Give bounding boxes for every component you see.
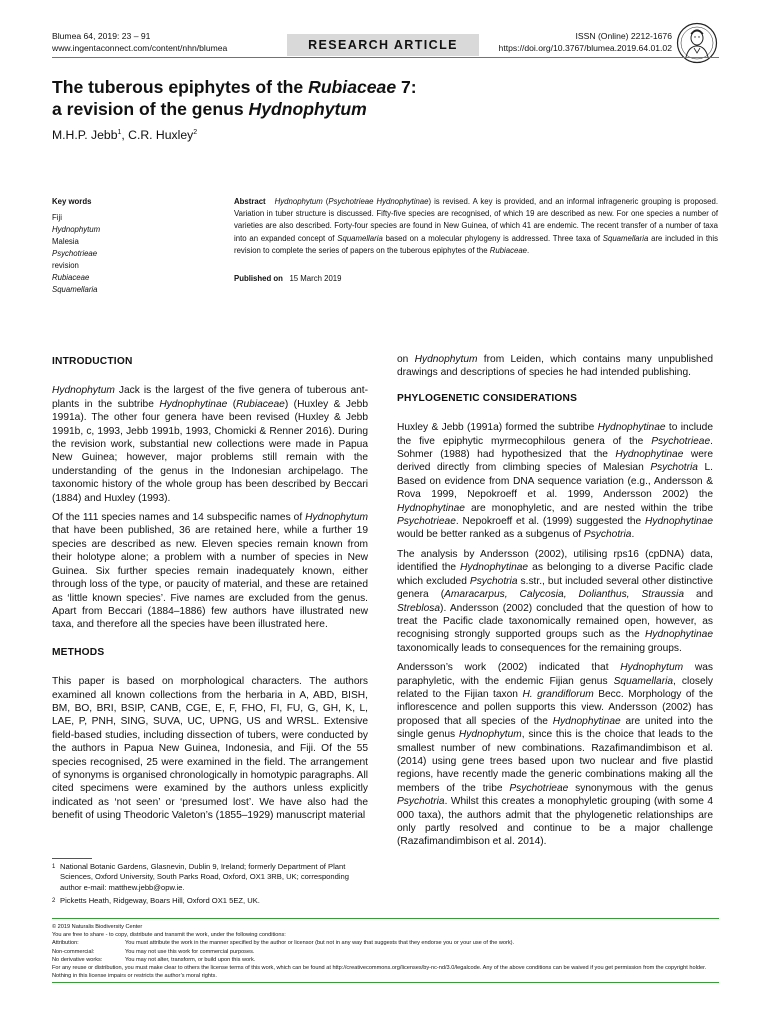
text-run: are monophyletic, and are nested within the tribe: [464, 502, 713, 514]
journal-url-link[interactable]: www.ingentaconnect.com/content/nhn/blumea: [52, 43, 228, 53]
text-run: from Leiden, which contains many unpublished drawings and descriptions of species he had intended publishing.: [397, 354, 713, 379]
text-run: . Sohmer (1988) had hypothesized that the: [397, 435, 713, 461]
text-run: (: [227, 398, 237, 410]
italic-run: Hydnophytum: [414, 354, 478, 365]
italic-run: Psychotria: [469, 575, 518, 587]
text-run: . Nepokroeff et al. (1999) suggested the: [455, 516, 646, 528]
license-condition: Non-commercial: You may not use this work for commercial purposes.: [52, 948, 255, 955]
italic-run: H. grandiflorum: [522, 688, 594, 700]
journal-volume: Blumea 64, 2019: 23 – 91: [52, 31, 151, 41]
keyword-item: revision: [52, 261, 79, 270]
text-run: and: [683, 589, 713, 601]
author-2: C.R. Huxley: [128, 128, 194, 142]
license-condition: Attribution: You must attribute the work in the manner specified by the author or licensor (but not in any way that suggests that they endorse you or your use of the work).: [52, 940, 515, 947]
text-run: L. Based on evidence from DNA sequence variation (e.g., Andersson & Rova 1999, Nepokroeff et al. 1999, Andersson 2002) the: [397, 462, 714, 501]
italic-run: Hydnophytum: [305, 512, 368, 524]
keywords-heading: Key words: [52, 197, 92, 206]
italic-run: Psychotrieae: [651, 435, 711, 447]
title-line-1: The tuberous epiphytes of the Rubiaceae 7:: [52, 77, 417, 97]
italic-run: Hydnophytum: [52, 385, 115, 397]
journal-citation: [52, 30, 227, 54]
italic-run: Psychotria: [650, 462, 698, 474]
keyword-item: Hydnophytum: [52, 225, 101, 234]
text-run: were derived directly from climbing species of Malesian: [397, 449, 713, 474]
italic-run: Hydnophytum: [458, 729, 522, 741]
license-block: [52, 923, 719, 980]
italic-run: Hydnophytinae: [460, 562, 529, 574]
italic-run: Hydnophytinae: [597, 422, 666, 434]
text-run: ) (Huxley & Jebb 1991a). The other four genera have been revised (Huxley & Jebb 1991b, c, 1993, Jebb 1991b, 1993, Chomicki & Renner 2016). During the revision work, substantial new collections were made in Papua New Guinea; however, major problems still remain with the understanding of the genus in the Indonesian archipelago. The taxonomic history of the whole group has been described by Beccari (1884) and Huxley (1993).: [52, 398, 368, 504]
italic-run: Psychotria: [397, 796, 445, 808]
italic-run: Psychotrieae: [397, 516, 456, 528]
left-column: [52, 355, 368, 829]
footnotes: [52, 862, 370, 910]
keyword-item: Rubiaceae: [52, 273, 90, 282]
text-run: The analysis by Andersson (2002), utilising rps16 (cpDNA) data, identified the: [397, 548, 713, 574]
published-date: [234, 274, 341, 283]
italic-run: Rubiaceae: [236, 398, 285, 410]
license-footer: For any reuse or distribution, you must make clear to others the license terms of this work, which can be found at http://creativecommons.org/licenses/by-nc-nd/3.0/legalcode. Any of the above conditions can be waived if you get permission from the copyright holder. Nothing in this license impairs or restricts the author’s moral rights.: [52, 965, 707, 980]
intro-paragraph: [52, 511, 368, 632]
italic-run: Hydnophytinae: [645, 516, 713, 528]
italic-run: Amaracarpus, Calycosia, Dolianthus, Straussia: [444, 589, 684, 601]
text-run: Huxley & Jebb (1991a) formed the subtribe: [397, 422, 598, 434]
text-run: s.str., but included several other distinctive genera (: [397, 575, 713, 601]
text-run: to include the five epiphytic myrmecophilous genera of the: [397, 422, 713, 447]
text-run: are united into the single genus: [397, 715, 713, 741]
text-run: .: [631, 529, 635, 541]
text-run: would be better ranked as a subgenus of: [397, 529, 584, 541]
title-line-2: a revision of the genus Hydnophytum: [52, 99, 367, 119]
header-rule: [52, 57, 719, 58]
text-run: . Whilst this creates a monophyletic grouping (with some 4 000 taxa), the authors admit that the phylogenetic relationships are only partly resolved and continue to be a major challenge (Razafimandimbison et al. 2014).: [397, 796, 713, 848]
keyword-item: Psychotrieae: [52, 249, 98, 258]
text-run: synonymous with the genus: [568, 782, 713, 794]
phylogenetic-heading: PHYLOGENETIC CONSIDERATIONS: [397, 392, 578, 404]
italic-run: Hydnophytum: [620, 662, 684, 674]
text-run: , since this is the choice that leads to the smallest number of new combinations. Razafimandimbison et al. (2014) using gene trees based upon two nuclear and five plastid regions, have recently made the generic combinations making all the members of the tribe: [397, 729, 713, 794]
continuation-paragraph: [397, 353, 713, 380]
italic-run: Psychotria: [583, 529, 632, 541]
copyright-line: © 2019 Naturalis Biodiversity Center: [52, 924, 143, 930]
article-title: [52, 76, 417, 120]
article-type-badge: RESEARCH ARTICLE: [287, 34, 479, 56]
text-run: , closely related to the Fijian taxon: [397, 675, 713, 700]
text-run: Becc. Morphology of the inflorescence and pollen supports this view. Andersson (2002) has proposed that all species of the: [397, 688, 713, 727]
issn-block: [499, 30, 672, 54]
keyword-item: Malesia: [52, 237, 79, 246]
footnote-1: 1 National Botanic Gardens, Glasnevin, Dublin 9, Ireland; formerly Department of Plant Sciences, Oxford University, South Parks Road, Oxford, OX1 3RB, UK; corresponding author e-mail: matthew.jebb@opw.ie.: [52, 862, 349, 892]
footnote-2: 2 Picketts Heath, Ridgeway, Boars Hill, Oxford OX1 5EZ, UK.: [52, 896, 260, 906]
abstract-label: Abstract: [234, 197, 266, 206]
italic-run: Hydnophytinae: [552, 715, 621, 727]
text-run: was paraphyletic, with the endemic Fijian genus: [397, 662, 713, 687]
methods-heading: METHODS: [52, 646, 105, 658]
italic-run: Psychotrieae: [509, 782, 569, 794]
text-run: Of the 111 species names and 14 subspecific names of: [52, 512, 306, 524]
author-list: M.H.P. Jebb$^1$, C.R. Huxley$^2$: [52, 128, 198, 142]
methods-paragraph: This paper is based on morphological characters. The authors examined all known collections from the herbaria in A, ABD, BISH, BM, BO, BRI, BSIP, CANB, CGE, E, F, FHO, FI, FU, G, GH, K, L, LAE, P, PNH, SING, SUVA, UC, UPNG, US and WRSL. Extensive field-based studies, including dissection of tubers, were conducted by the authors in Papua New Guinea, Indonesia, and Fiji. Of the 55 species recognised, 25 were examined in the field. The arrangement of synonyms is organised chronologically in homotypic paragraphs. All cited specimens were examined by the authors unless explicitly indicated as ‘not seen’ or ‘presumed lost’. We have also had the benefit of using Theodoric Valeton’s (1855–1929) manuscript material: [52, 676, 368, 822]
text-run: that have been published, 36 are retained here, while a further 19 species are described as new. Eleven species remain known from their holotype alone; a problem with a number of species in New Guinea. Six further species remain inadequately known, either through loss of the type, or paucity of material, and these are retained as ‘little known species’. Five names are excluded from the genus. Apart from Beccari (1884–1886) few authors have illustrated new taxa, and therefore all the species have been illustrated here.: [52, 525, 368, 631]
text-run: ). Andersson (2002) concluded that the question of how to treat the Pacific clade taxonomically remained open, however, as recognising strongly supported groups such as the: [397, 602, 713, 641]
introduction-heading: INTRODUCTION: [52, 356, 133, 367]
phylo-paragraph: [397, 661, 713, 849]
text-run: Jack is the largest of the five genera of tuberous ant-plants in the subtribe: [52, 385, 368, 410]
phylo-paragraph: [397, 421, 713, 542]
license-condition: No derivative works: You may not alter, transform, or build upon this work.: [52, 956, 256, 963]
italic-run: Hydnophytinae: [397, 502, 465, 514]
text-run: Andersson’s work (2002) indicated that: [397, 662, 621, 674]
text-run: on: [397, 354, 415, 365]
intro-paragraph: [52, 384, 368, 505]
italic-run: Hydnophytinae: [615, 449, 684, 461]
doi-link[interactable]: https://doi.org/10.3767/blumea.2019.64.01.02: [498, 43, 672, 53]
keyword-item: Squamellaria: [52, 285, 98, 294]
published-label: Published on: [234, 274, 283, 283]
italic-run: Streblosa: [397, 602, 441, 614]
italic-run: Hydnophytinae: [159, 398, 228, 410]
keywords-block: [52, 196, 212, 296]
published-value: 15 March 2019: [289, 274, 342, 283]
issn-text: ISSN (Online) 2212-1676: [575, 31, 672, 41]
right-column: [397, 353, 713, 855]
phylo-paragraph: [397, 548, 713, 655]
italic-run: Hydnophytinae: [645, 629, 713, 641]
license-rule-bottom: [52, 982, 719, 983]
text-run: as belonging to a diverse Pacific clade which excluded: [397, 562, 714, 587]
license-intro: You are free to share - to copy, distribute and transmit the work, under the following conditions:: [52, 932, 286, 939]
italic-run: Squamellaria: [613, 675, 674, 687]
author-1: M.H.P. Jebb: [52, 128, 118, 142]
keyword-item: Fiji: [52, 213, 62, 222]
license-rule-top: [52, 918, 719, 919]
abstract-text: Abstract Hydnophytum (Psychotrieae Hydnophytinae) is revised. A key is provided, and an informal infrageneric grouping is proposed. Variation in tuber structure is discussed. Fifty-five species are recognised, of which 19 are described as new. For one species a number of varieties are also described. Forty-four species are found in New Guinea, of which 41 are endemic. The recent transfer of a number of taxa into an expanded concept of Squamellaria based on a molecular phylogeny is addressed. Three taxa of Squamellaria are included in this revision to complete the series of papers on the tuberous epiphytes of the Rubiaceae.: [234, 197, 718, 255]
text-run: taxonomically leads to consequences for the remaining groups.: [397, 642, 682, 654]
footnote-rule: [52, 858, 92, 859]
